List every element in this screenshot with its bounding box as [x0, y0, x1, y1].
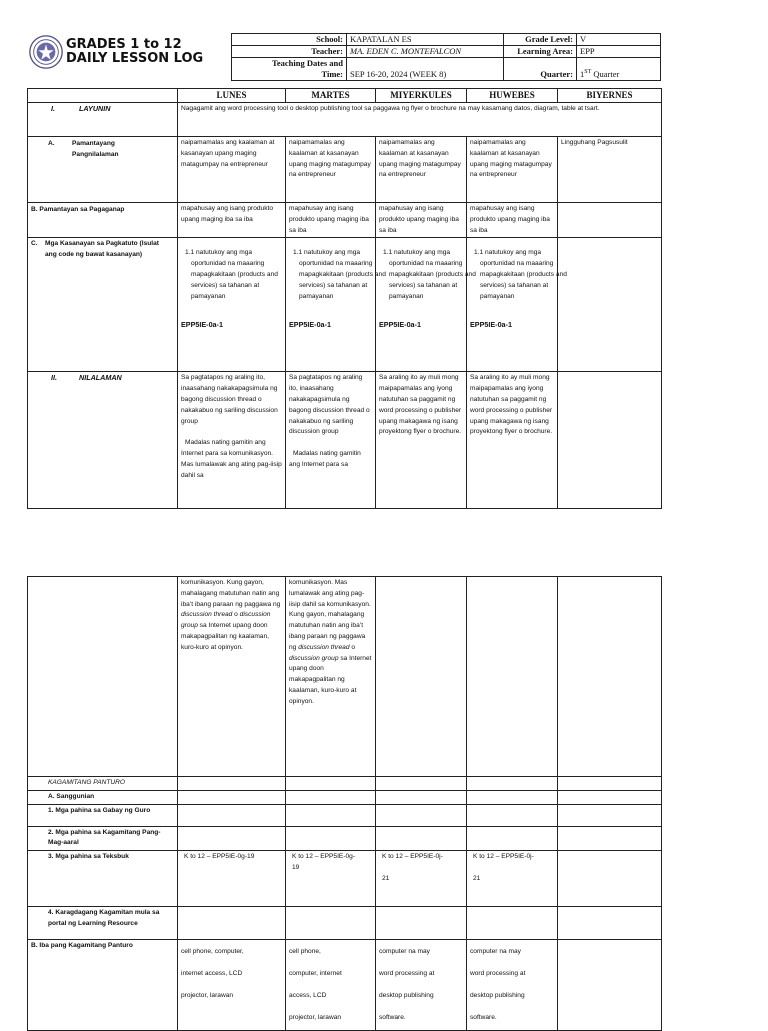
nilalaman-martes-p2: Madalas nating gamitin ang Internet para sa	[289, 450, 361, 468]
kasanayan-l1: 1.1 natutukoy ang mga	[383, 249, 451, 257]
area-value: EPP	[577, 46, 661, 58]
karag-cell	[376, 907, 467, 940]
pamantayang-num: A.	[48, 140, 55, 147]
kasanayan-l4: services) sa tahanan at	[299, 281, 368, 289]
teksbuk-huwebes-a: K to 12 – EPP5IE-0j-	[473, 853, 534, 861]
pamantayang-text: Pamantayang Pangnilalaman	[72, 140, 119, 158]
gabay-cell	[558, 804, 662, 826]
nilalaman-label	[28, 372, 178, 509]
lesson-table-1	[27, 88, 662, 509]
kasanayan-biyernes	[558, 238, 662, 372]
kasanayan-l1: 1.1 natutukoy ang mga	[185, 249, 253, 257]
paganap-huwebes: mapahusay ang isang produkto upang maging iba sa iba	[467, 203, 558, 238]
dates-label	[232, 58, 347, 81]
kag-cell	[178, 777, 286, 791]
sang-cell	[376, 790, 467, 804]
teksbuk-label: 3. Mga pahina sa Teksbuk	[28, 851, 178, 907]
kasanayan-code-miyerkules: EPP5IE-0a-1	[379, 320, 421, 330]
iba-martes-1: cell phone,	[289, 948, 321, 956]
cont-miyerkules	[376, 577, 467, 777]
karag-cell	[467, 907, 558, 940]
sanggunian-label: A. Sanggunian	[28, 790, 178, 804]
kasanayan-text: Mga Kasanayan sa Pagkatuto (Isulat ang code ng bawat kasanayan)	[45, 240, 159, 259]
nilalaman-lunes	[178, 372, 286, 509]
quarter-word: Quarter	[591, 69, 620, 79]
page-title	[66, 38, 203, 66]
teksbuk-miyerkules-b: 21	[382, 874, 390, 882]
area-label: Learning Area:	[504, 46, 577, 58]
pamantayang-miyerkules: naipamamalas ang kaalaman at kasanayan upang maging matagumpay na entrepreneur	[376, 137, 467, 203]
dates-value: SEP 16-20, 2024 (WEEK 8)	[347, 58, 504, 81]
header-table	[231, 33, 661, 81]
grade-label: Grade Level:	[504, 34, 577, 46]
layunin-text: LAYUNIN	[79, 104, 111, 113]
cont-martes-i2: discussion group	[289, 654, 339, 662]
kasanayan-l1: 1.1 natutukoy ang mga	[474, 249, 542, 257]
nilalaman-martes	[286, 372, 376, 509]
day-header-lunes: LUNES	[178, 89, 286, 103]
kasanayan-l4: services) sa tahanan at	[480, 281, 549, 289]
day-header-miyerkules: MIYERKULES	[376, 89, 467, 103]
nilalaman-text: NILALAMAN	[79, 373, 122, 383]
kasanayan-l4: services) sa tahanan at	[191, 281, 260, 289]
kasanayan-l1: 1.1 natutukoy ang mga	[293, 249, 361, 257]
kagm-cell	[558, 826, 662, 851]
iba-martes-2: computer, internet	[289, 970, 342, 978]
dates-label-2: Time:	[321, 69, 343, 79]
kagm-cell	[178, 826, 286, 851]
iba-huwebes-3: desktop publishing	[470, 992, 525, 1000]
quarter-value	[577, 58, 661, 81]
cont-lunes-i2: discussion group	[181, 611, 271, 630]
nilalaman-num: II.	[51, 373, 57, 383]
kasanayan-code-martes: EPP5IE-0a-1	[289, 320, 331, 330]
iba-miyerkules-3: desktop publishing	[379, 992, 434, 1000]
nilalaman-huwebes: Sa araling ito ay muli mong maipapamalas ang iyong natutuhan sa paggamit ng word processing o publisher upang makagawa ng isang proyektong flyer o brochure.	[467, 372, 558, 509]
teacher-value: MA. EDEN C. MONTEFALCON	[347, 46, 504, 58]
gabay-cell	[286, 804, 376, 826]
iba-martes	[286, 940, 376, 1031]
kasanayan-l2: oportunidad na maaaring	[389, 260, 463, 268]
paganap-martes: mapahusay ang isang produkto upang maging iba sa iba	[286, 203, 376, 238]
cont-martes-i1: discussion thread	[298, 643, 350, 651]
gabay-cell	[467, 804, 558, 826]
teksbuk-martes-b: 19	[292, 863, 300, 871]
teksbuk-martes	[286, 851, 376, 907]
paganap-biyernes	[558, 203, 662, 238]
kasanayan-martes	[286, 238, 386, 372]
cont-lunes-i1: discussion thread	[181, 611, 233, 619]
layunin-num: I.	[51, 104, 55, 113]
teksbuk-lunes: K to 12 – EPP5IE-0g-19	[178, 851, 286, 907]
teacher-label: Teacher:	[232, 46, 347, 58]
teksbuk-biyernes	[558, 851, 662, 907]
kasanayan-l5: pamayanan	[299, 292, 334, 300]
cont-biyernes	[558, 577, 662, 777]
karag-cell	[286, 907, 376, 940]
layunin-value: Nagagamit ang word processing tool o desktop publishing tool sa paggawa ng flyer o brochure na may kasamang datos, diagram, table at tsart.	[178, 103, 662, 137]
dates-label-1: Teaching Dates and	[271, 58, 343, 68]
cont-lunes-o: o	[232, 611, 240, 619]
kasanayan-code-huwebes: EPP5IE-0a-1	[470, 320, 512, 330]
teksbuk-huwebes	[467, 851, 558, 907]
kasanayan-l2: oportunidad na maaaring	[480, 260, 554, 268]
karagdagang-label: 4. Karagdagang Kagamitan mula sa portal ng Learning Resource	[28, 907, 178, 940]
pamantayang-biyernes: Lingguhang Pagsusulit	[558, 137, 662, 203]
nilalaman-lunes-p2: Madalas nating gamitin ang Internet para sa komunikasyon. Mas lumalawak ang ating pag-iisip dahil sa	[181, 439, 282, 479]
iba-lunes	[178, 940, 286, 1031]
day-header-martes: MARTES	[286, 89, 376, 103]
lesson-table-2	[27, 576, 662, 1031]
kasanayan-l4: services) sa tahanan at	[389, 281, 458, 289]
iba-miyerkules-2: word processing at	[379, 970, 435, 978]
gabay-cell	[178, 804, 286, 826]
nilalaman-biyernes	[558, 372, 662, 509]
karag-cell	[558, 907, 662, 940]
kasanayan-l5: pamayanan	[191, 292, 226, 300]
kasanayan-l3: mapagkakitaan (products and	[191, 270, 278, 278]
kasanayan-l5: pamayanan	[389, 292, 424, 300]
kasanayan-miyerkules	[376, 238, 476, 372]
paganap-lunes: mapahusay ang isang produkto upang maging iba sa iba	[178, 203, 286, 238]
teksbuk-miyerkules-a: K to 12 – EPP5IE-0j-	[382, 853, 443, 861]
kag-cell	[467, 777, 558, 791]
sang-cell	[558, 790, 662, 804]
paganap-label: B. Pamantayan sa Pagaganap	[28, 203, 178, 238]
sang-cell	[178, 790, 286, 804]
title-line-2: DAILY LESSON LOG	[66, 51, 204, 66]
cont-lunes-a: komunikasyon. Kung gayon, mahalagang matutuhan natin ang iba’t ibang paraan ng paggawa ng	[181, 579, 281, 608]
iba-miyerkules	[376, 940, 467, 1031]
kasanayan-label	[28, 238, 178, 372]
teksbuk-miyerkules	[376, 851, 467, 907]
iba-miyerkules-1: computer na may	[379, 948, 430, 956]
kasanayan-l5: pamayanan	[480, 292, 515, 300]
nilalaman-martes-p1: Sa pagtatapos ng araling ito, inaasahang nakakapagsimula ng bagong discussion thread o nakakabuo ng sariling discussion group	[289, 374, 370, 436]
school-value: KAPATALAN ES	[347, 34, 504, 46]
sang-cell	[467, 790, 558, 804]
teksbuk-huwebes-b: 21	[473, 874, 481, 882]
kasanayan-l2: oportunidad na maaaring	[299, 260, 373, 268]
iba-huwebes-2: word processing at	[470, 970, 526, 978]
kasanayan-code-lunes: EPP5IE-0a-1	[181, 320, 223, 330]
pamantayang-huwebes: naipamamalas ang kaalaman at kasanayan upang maging matagumpay na entrepreneur	[467, 137, 558, 203]
kasanayan-huwebes	[467, 238, 567, 372]
kasanayan-l2: oportunidad na maaaring	[191, 260, 265, 268]
cont-lunes-b: sa Internet upang doon makapagpalitan ng kaalaman, kuro-kuro at opinyon.	[181, 622, 269, 651]
title-line-1: GRADES 1 to 12	[66, 37, 182, 52]
kagamitang-label: 2. Mga pahina sa Kagamitang Pang-Mag-aaral	[28, 826, 178, 851]
iba-huwebes	[467, 940, 558, 1031]
iba-martes-3: access, LCD	[289, 992, 327, 1000]
iba-huwebes-1: computer na may	[470, 948, 521, 956]
grade-value: V	[577, 34, 661, 46]
karag-cell	[178, 907, 286, 940]
kasanayan-num: C.	[31, 240, 38, 248]
pamantayang-label	[28, 137, 178, 203]
quarter-sup: ST	[584, 69, 592, 76]
gabay-cell	[376, 804, 467, 826]
school-label: School:	[232, 34, 347, 46]
iba-lunes-2: internet access, LCD	[181, 970, 243, 978]
kag-cell	[376, 777, 467, 791]
kagamitan-label: KAGAMITANG PANTURO	[28, 777, 178, 791]
kasanayan-l3: mapagkakitaan (products and	[389, 270, 476, 278]
cont-martes	[286, 577, 376, 777]
quarter-label: Quarter:	[504, 58, 577, 81]
iba-martes-4: projector, larawan	[289, 1014, 342, 1022]
cont-lunes	[178, 577, 286, 777]
kasanayan-l3: mapagkakitaan (products and	[299, 270, 386, 278]
day-header-huwebes: HUWEBES	[467, 89, 558, 103]
iba-label: B. Iba pang Kagamitang Panturo	[28, 940, 178, 1031]
iba-huwebes-4: software.	[470, 1014, 497, 1022]
kagm-cell	[286, 826, 376, 851]
paganap-miyerkules: mapahusay ang isang produkto upang maging iba sa iba	[376, 203, 467, 238]
kagm-cell	[467, 826, 558, 851]
nilalaman-lunes-p1: Sa pagtatapos ng araling ito, inaasahang nakakapagsimula ng bagong discussion thread o nakakabuo ng sariling discussion group	[181, 374, 278, 425]
kasanayan-l3: mapagkakitaan (products and	[480, 270, 567, 278]
pamantayang-lunes: naipamamalas ang kaalaman at kasanayan upang maging matagumpay na entrepreneur	[178, 137, 286, 203]
kasanayan-lunes	[178, 238, 286, 372]
cont-martes-b: sa Internet upang doon makapagpalitan ng kaalaman, kuro-kuro at opinyon.	[289, 654, 372, 705]
pamantayang-martes: naipamamalas ang kaalaman at kasanayan upang maging matagumpay na entrepreneur	[286, 137, 376, 203]
day-header-biyernes: BIYERNES	[558, 89, 662, 103]
cont-huwebes	[467, 577, 558, 777]
layunin-label	[28, 103, 178, 137]
iba-biyernes	[558, 940, 662, 1031]
teksbuk-martes-a: K to 12 – EPP5IE-0g-	[292, 853, 356, 861]
deped-seal-icon	[29, 35, 63, 69]
cont-martes-o: o	[349, 643, 356, 651]
quarter-num: 1	[580, 69, 585, 79]
iba-miyerkules-4: software.	[379, 1014, 406, 1022]
cont-martes-a: komunikasyon. Mas lumalawak ang ating pag-iisip dahil sa komunikasyon. Kung gayon, mahalagang matutuhan natin ang iba’t ibang paraan ng paggawa ng	[289, 579, 371, 651]
kag-cell	[558, 777, 662, 791]
kagm-cell	[376, 826, 467, 851]
corner-cell	[28, 89, 178, 103]
nilalaman-miyerkules: Sa araling ito ay muli mong maipapamalas ang iyong natutuhan sa paggamit ng word processing o publisher upang makagawa ng isang proyektong flyer o brochure.	[376, 372, 467, 509]
sang-cell	[286, 790, 376, 804]
iba-lunes-3: projector, larawan	[181, 992, 234, 1000]
cont-label	[28, 577, 178, 777]
iba-lunes-1: cell phone, computer,	[181, 948, 244, 956]
gabay-label: 1. Mga pahina sa Gabay ng Guro	[28, 804, 178, 826]
kag-cell	[286, 777, 376, 791]
